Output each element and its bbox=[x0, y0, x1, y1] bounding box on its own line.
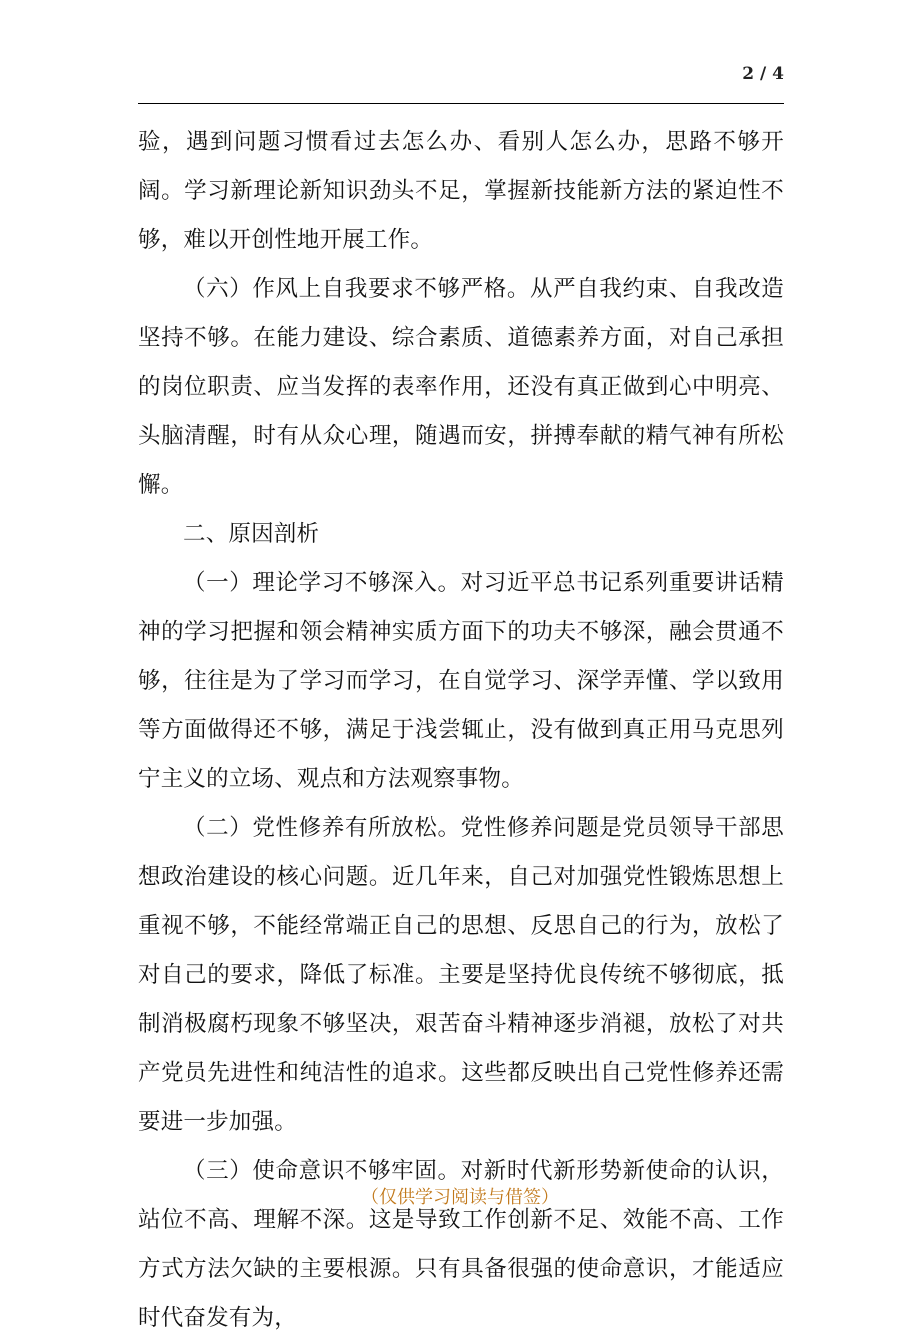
section-heading: 二、原因剖析 bbox=[183, 521, 320, 547]
paragraph-item-2: （二）党性修养有所放松。党性修养问题是党员领导干部思想政治建设的核心问题。近几年来，自己对加强党性锻炼思想上重视不够，不能经常端正自己的思想、反思自己的行为，放松了对自己的要求，降低了标准。主要是坚持优良传统不够彻底，抵制消极腐朽现象不够坚决，艰苦奋斗精神逐步消褪，放松了对共产党员先进性和纯洁性的追求。这些都反映出自己党性修养还需要进一步加强。 bbox=[138, 815, 784, 1135]
paragraph-item-1: （一）理论学习不够深入。对习近平总书记系列重要讲话精神的学习把握和领会精神实质方面下的功夫不够深，融会贯通不够，往往是为了学习而学习，在自觉学习、深学弄懂、学以致用等方面做得还不够，满足于浅尝辄止，没有做到真正用马克思列宁主义的立场、观点和方法观察事物。 bbox=[138, 570, 784, 792]
page-number: 2 / 4 bbox=[742, 64, 784, 84]
paragraph-continuation: 验，遇到问题习惯看过去怎么办、看别人怎么办，思路不够开阔。学习新理论新知识劲头不足，掌握新技能新方法的紧迫性不够，难以开创性地开展工作。 bbox=[138, 129, 784, 253]
paragraph-item-3: （三）使命意识不够牢固。对新时代新形势新使命的认识，站位不高、理解不深。这是导致工作创新不足、效能不高、工作方式方法欠缺的主要根源。只有具备很强的使命意识，才能适应时代奋发有为， bbox=[138, 1158, 784, 1331]
footer-note: （仅供学习阅读与借签） bbox=[361, 1187, 559, 1208]
document-body bbox=[138, 118, 784, 1343]
paragraph-item-6: （六）作风上自我要求不够严格。从严自我约束、自我改造坚持不够。在能力建设、综合素质、道德素养方面，对自己承担的岗位职责、应当发挥的表率作用，还没有真正做到心中明亮、头脑清醒，时有从众心理，随遇而安，拼搏奉献的精气神有所松懈。 bbox=[138, 276, 784, 498]
header-rule bbox=[138, 103, 784, 104]
